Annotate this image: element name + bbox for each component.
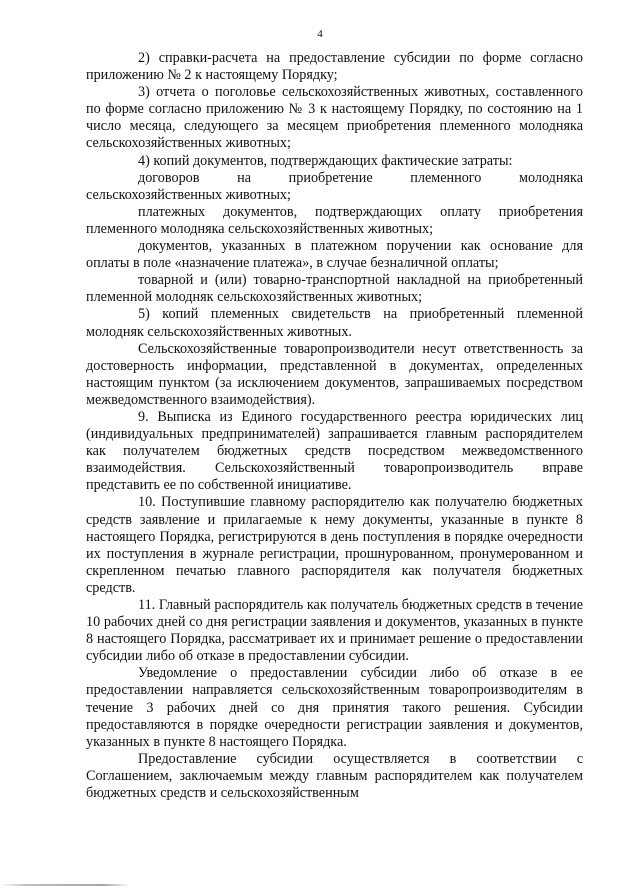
paragraph-payment-basis-documents: документов, указанных в платежном поручении как основание для оплаты в поле «назначение платежа», в случае безналичной оплаты; bbox=[86, 238, 583, 272]
paragraph-item-5: 5) копий племенных свидетельств на приобретенный племенной молодняк сельскохозяйственных животных. bbox=[86, 306, 583, 340]
paragraph-point-10: 10. Поступившие главному распорядителю как получателю бюджетных средств заявление и прилагаемые к нему документы, указанные в пункте 8 настоящего Порядка, регистрируются в день поступления в порядке очередности их поступления в журнале регистрации, прошнурованном, пронумерованном и скрепленном печатью главного распорядителя как получателя бюджетных средств. bbox=[86, 494, 583, 596]
paragraph-point-9: 9. Выписка из Единого государственного реестра юридических лиц (индивидуальных предпринимателей) запрашивается главным распорядителем как получателем бюджетных средств посредством межведомственного взаимодействия. Сельскохозяйственный товаропроизводитель вправе представить ее по собственной инициативе. bbox=[86, 408, 583, 494]
paragraph-payment-documents: платежных документов, подтверждающих оплату приобретения племенного молодняка сельскохозяйственных животных; bbox=[86, 203, 583, 237]
paragraph-contracts: договоров на приобретение племенного молодняка сельскохозяйственных животных; bbox=[86, 169, 583, 203]
paragraph-responsibility: Сельскохозяйственные товаропроизводители несут ответственность за достоверность информации, представленной в документах, определенных настоящим пунктом (за исключением документов, запрашиваемых посредством межведомственного взаимодействия). bbox=[86, 340, 583, 408]
paragraph-notification: Уведомление о предоставлении субсидии либо об отказе в ее предоставлении направляется сельскохозяйственным товаропроизводителям в течение 3 рабочих дней со дня принятия такого решения. Субсидии предоставляются в порядке очередности регистрации заявления и документов, указанных в пункте 8 настоящего Порядка. bbox=[86, 665, 583, 750]
paragraph-item-3: 3) отчета о поголовье сельскохозяйственных животных, составленного по форме согласно приложению № 3 к настоящему Порядку, по состоянию на 1 число месяца, следующего за месяцем приобретения племенного молодняка сельскохозяйственных животных; bbox=[86, 84, 583, 152]
paragraph-point-11: 11. Главный распорядитель как получатель бюджетных средств в течение 10 рабочих дней со дня регистрации заявления и документов, указанных в пункте 8 настоящего Порядка, рассматривает их и принимает решение о предоставлении субсидии либо об отказе в предоставлении субсидии. bbox=[86, 597, 583, 665]
paragraph-waybill: товарной и (или) товарно-транспортной накладной на приобретенный племенной молодняк сельскохозяйственных животных; bbox=[86, 272, 583, 306]
document-body bbox=[86, 50, 583, 802]
paragraph-item-4: 4) копий документов, подтверждающих фактические затраты: bbox=[138, 152, 513, 169]
page-number: 4 bbox=[317, 28, 323, 40]
scan-edge-mark bbox=[0, 884, 130, 886]
paragraph-provision: Предоставление субсидии осуществляется в соответствии с Соглашением, заключаемым между главным распорядителем как получателем бюджетных средств и сельскохозяйственным bbox=[86, 750, 583, 802]
paragraph-item-2: 2) справки-расчета на предоставление субсидии по форме согласно приложению № 2 к настоящему Порядку; bbox=[86, 50, 583, 84]
